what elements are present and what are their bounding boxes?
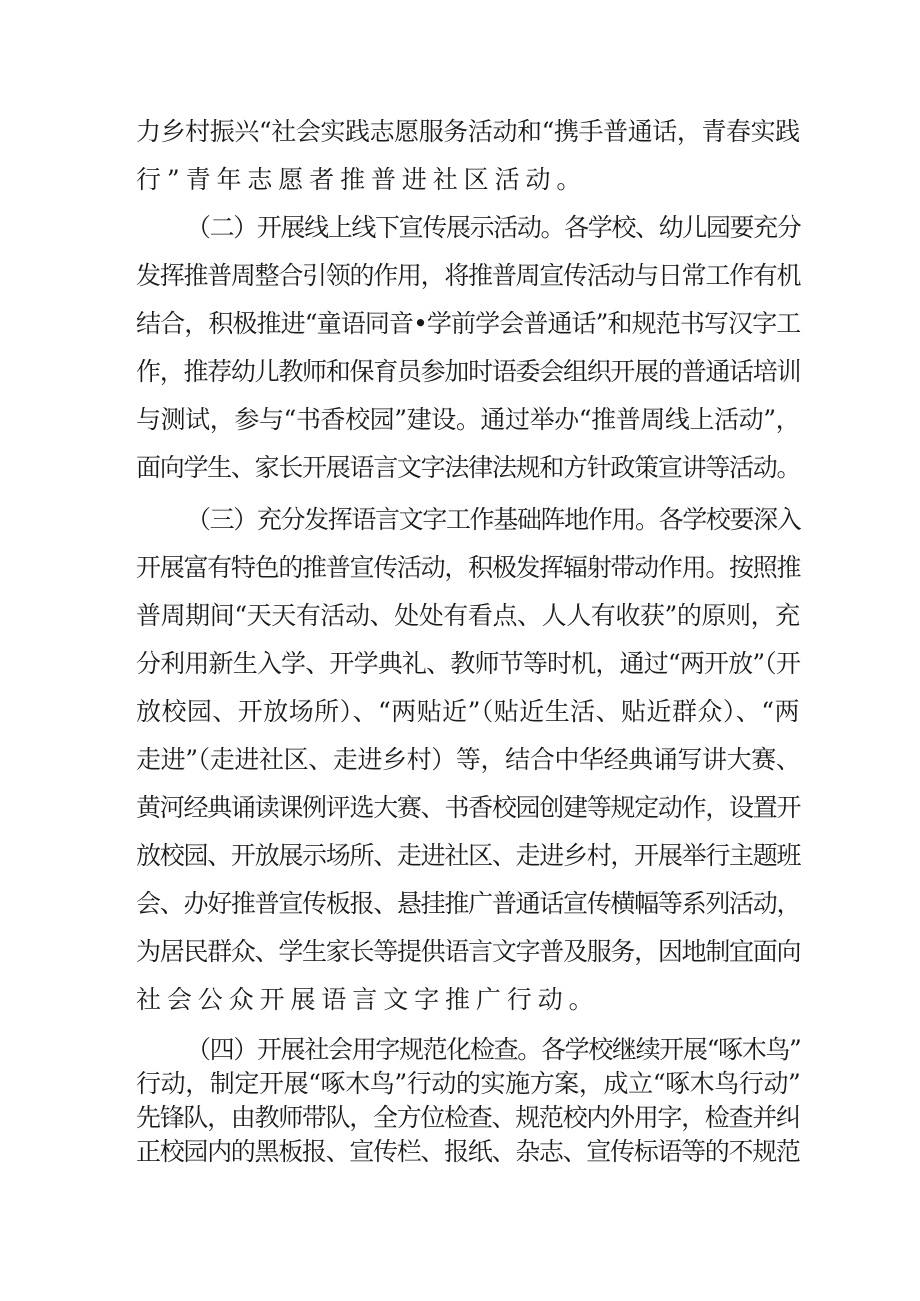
text-line: 与测试，参与“书香校园”建设。通过举办“推普周线上活动”， — [136, 405, 801, 434]
text-line: 社会公众开展语言文字推广行动。 — [136, 985, 600, 1014]
text-line: （二）开展线上线下宣传展示活动。各学校、幼儿园要充分 — [186, 213, 801, 242]
text-line: 行动，制定开展“啄木鸟”行动的实施方案，成立“啄木鸟行动” — [136, 1069, 801, 1098]
text-line: 正校园内的黑板报、宣传栏、报纸、杂志、宣传标语等的不规范 — [136, 1137, 800, 1166]
text-line: 行”青年志愿者推普进社区活动。 — [136, 165, 588, 194]
text-line: 作，推荐幼儿教师和保育员参加时语委会组织开展的普通话培训 — [136, 357, 801, 386]
text-line: 走进”（走进社区、走进乡村）等，结合中华经典诵写讲大赛、 — [136, 745, 801, 774]
text-line: 放校园、开放场所）、“两贴近”（贴近生活、贴近群众）、“两 — [136, 697, 800, 726]
text-line: 普周期间“天天有活动、处处有看点、人人有收获”的原则，充 — [136, 601, 800, 630]
text-line: 面向学生、家长开展语言文字法律法规和方针政策宣讲等活动。 — [136, 453, 801, 482]
text-line: 先锋队，由教师带队，全方位检查、规范校内外用字，检查并纠 — [136, 1103, 800, 1132]
text-line: 开展富有特色的推普宣传活动，积极发挥辐射带动作用。按照推 — [136, 553, 801, 582]
text-line: 放校园、开放展示场所、走进社区、走进乡村，开展举行主题班 — [136, 841, 801, 870]
text-line: 为居民群众、学生家长等提供语言文字普及服务，因地制宜面向 — [136, 937, 801, 966]
text-line: 会、办好推普宣传板报、悬挂推广普通话宣传横幅等系列活动， — [136, 889, 801, 918]
text-line: 黄河经典诵读课例评选大赛、书香校园创建等规定动作，设置开 — [136, 793, 801, 822]
text-line: 结合，积极推进“童语同音•学前学会普通话”和规范书写汉字工 — [136, 309, 801, 338]
text-line: 分利用新生入学、开学典礼、教师节等时机，通过“两开放”（开 — [136, 649, 801, 678]
text-line: 力乡村振兴“社会实践志愿服务活动和“携手普通话，青春实践 — [136, 117, 800, 146]
text-line: （四）开展社会用字规范化检查。各学校继续开展“啄木鸟” — [186, 1035, 801, 1064]
text-line: （三）充分发挥语言文字工作基础阵地作用。各学校要深入 — [186, 505, 801, 534]
text-line: 发挥推普周整合引领的作用，将推普周宣传活动与日常工作有机 — [136, 261, 801, 290]
